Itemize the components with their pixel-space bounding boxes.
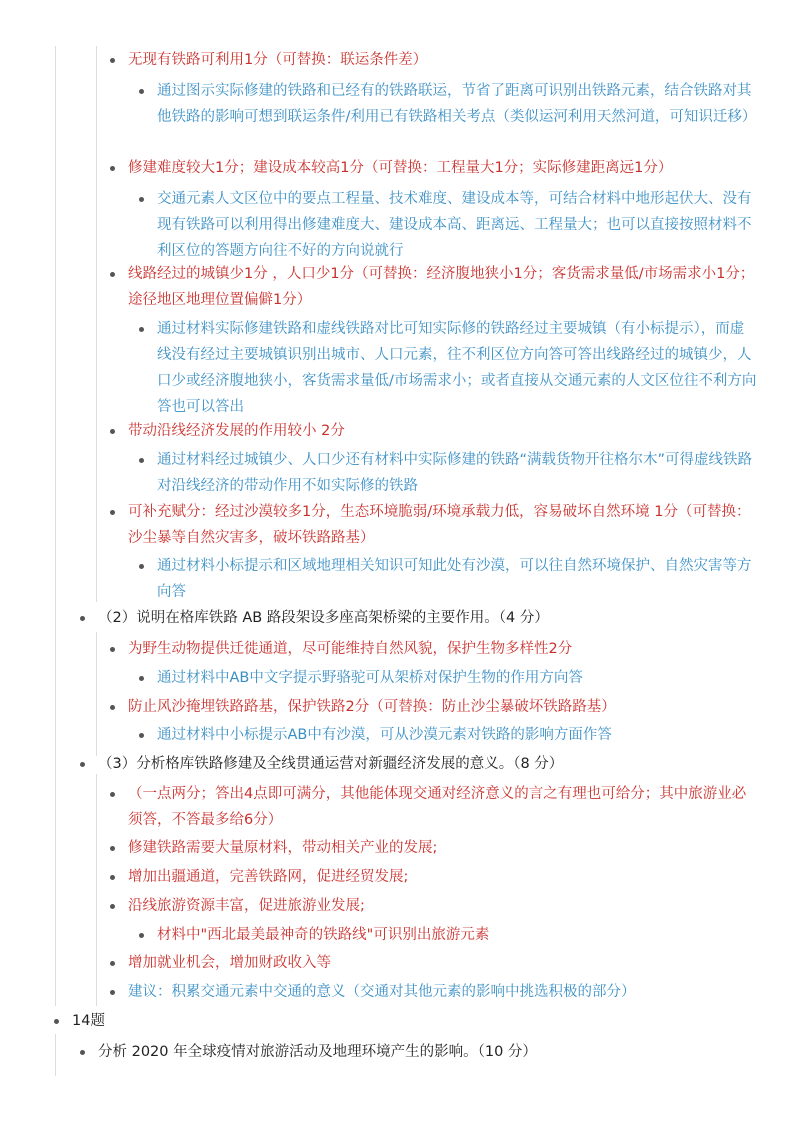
outline-item: （3）分析格库铁路修建及全线贯通运营对新疆经济发展的意义。（8 分） bbox=[98, 756, 564, 772]
bullet-dot bbox=[80, 762, 85, 767]
outline-item: 通过材料中小标提示AB中有沙漠，可从沙漠元素对铁路的影响方面作答 bbox=[157, 727, 612, 743]
outline-item: （2）说明在格库铁路 AB 路段架设多座高架桥梁的主要作用。（4 分） bbox=[98, 610, 549, 626]
bullet-dot bbox=[110, 961, 115, 966]
bullet-dot bbox=[110, 875, 115, 880]
outline-item: 分析 2020 年全球疫情对旅游活动及地理环境产生的影响。（10 分） bbox=[98, 1044, 537, 1060]
outline-item: 带动沿线经济发展的作用较小 2分 bbox=[128, 423, 345, 439]
bullet-dot bbox=[110, 166, 115, 171]
bullet-dot bbox=[139, 458, 144, 463]
bullet-dot bbox=[139, 327, 144, 332]
outline-item: 沿线旅游资源丰富，促进旅游业发展; bbox=[128, 898, 365, 914]
bullet-dot bbox=[110, 510, 115, 515]
bullet-dot bbox=[139, 933, 144, 938]
bullet-dot bbox=[139, 564, 144, 569]
outline-item: 修建难度较大1分；建设成本较高1分（可替换：工程量大1分；实际修建距离远1分） bbox=[128, 160, 673, 176]
outline-item: 增加出疆通道，完善铁路网，促进经贸发展; bbox=[128, 869, 409, 885]
outline-item: 增加就业机会，增加财政收入等 bbox=[128, 955, 331, 971]
bullet-dot bbox=[80, 616, 85, 621]
indent-guide bbox=[96, 632, 97, 756]
bullet-dot bbox=[110, 705, 115, 710]
outline-item: 线路经过的城镇少1分 ，人口少1分（可替换：经济腹地狭小1分；客货需求量低/市场需求小1分；途径地区地理位置偏僻1分） bbox=[128, 266, 755, 308]
bullet-dot bbox=[110, 429, 115, 434]
outline-item: 通过材料小标提示和区域地理相关知识可知此处有沙漠，可以往自然环境保护、自然灾害等方向答 bbox=[157, 558, 752, 600]
outline-item: 防止风沙掩埋铁路路基，保护铁路2分（可替换：防止沙尘暴破坏铁路路基） bbox=[128, 699, 616, 715]
outline-item: 14题 bbox=[72, 1013, 105, 1029]
outline-item: （一点两分；答出4点即可满分，其他能体现交通对经济意义的言之有理也可给分；其中旅游业必须答，不答最多给6分） bbox=[128, 786, 747, 828]
bullet-dot bbox=[110, 792, 115, 797]
indent-guide bbox=[96, 46, 97, 602]
bullet-dot bbox=[54, 1019, 59, 1024]
outline-item: 通过图示实际修建的铁路和已经有的铁路联运，节省了距离可识别出铁路元素，结合铁路对其他铁路的影响可想到联运条件/利用已有铁路相关考点（类似运河利用天然河道，可知识迁移） bbox=[157, 83, 757, 125]
bullet-dot bbox=[110, 904, 115, 909]
outline-item: 无现有铁路可利用1分（可替换：联运条件差） bbox=[128, 52, 428, 68]
outline-item: 交通元素人文区位中的要点工程量、技术难度、建设成本等，可结合材料中地形起伏大、没有现有铁路可以利用得出修建难度大、建设成本高、距离远、工程量大；也可以直接按照材料不利区位的答题方向往不好的方向说就行 bbox=[157, 191, 752, 259]
outline-item: 通过材料经过城镇少、人口少还有材料中实际修建的铁路“满载货物开往格尔木”可得虚线铁路对沿线经济的带动作用不如实际修的铁路 bbox=[157, 452, 753, 494]
bullet-dot bbox=[80, 1050, 85, 1055]
outline-item: 材料中"西北最美最神奇的铁路线"可识别出旅游元素 bbox=[157, 927, 490, 943]
bullet-dot bbox=[110, 990, 115, 995]
outline-item: 可补充赋分：经过沙漠较多1分，生态环境脆弱/环境承载力低，容易破坏自然环境 1分（可替换：沙尘暴等自然灾害多，破坏铁路路基） bbox=[128, 504, 751, 546]
bullet-dot bbox=[110, 58, 115, 63]
bullet-dot bbox=[110, 846, 115, 851]
bullet-dot bbox=[139, 733, 144, 738]
outline-item: 通过材料实际修建铁路和虚线铁路对比可知实际修的铁路经过主要城镇（有小标提示），而虚线没有经过主要城镇识别出城市、人口元素，往不利区位方向答可答出线路经过的城镇少，人口少或经济腹地狭小，客货需求量低/市场需求小；或者直接从交通元素的人文区位往不利方向答也可以答出 bbox=[157, 321, 757, 415]
outline-item: 为野生动物提供迁徙通道，尽可能维持自然风貌，保护生物多样性2分 bbox=[128, 641, 573, 657]
indent-guide bbox=[96, 774, 97, 1006]
bullet-dot bbox=[110, 272, 115, 277]
indent-guide bbox=[55, 1034, 56, 1076]
bullet-dot bbox=[139, 197, 144, 202]
bullet-dot bbox=[139, 676, 144, 681]
outline-item: 修建铁路需要大量原材料，带动相关产业的发展; bbox=[128, 840, 438, 856]
bullet-dot bbox=[139, 89, 144, 94]
indent-guide bbox=[55, 46, 56, 1006]
bullet-dot bbox=[110, 647, 115, 652]
outline-item: 建议：积累交通元素中交通的意义（交通对其他元素的影响中挑选积极的部分） bbox=[128, 984, 636, 1000]
outline-item: 通过材料中AB中文字提示野骆驼可从架桥对保护生物的作用方向答 bbox=[157, 670, 583, 686]
